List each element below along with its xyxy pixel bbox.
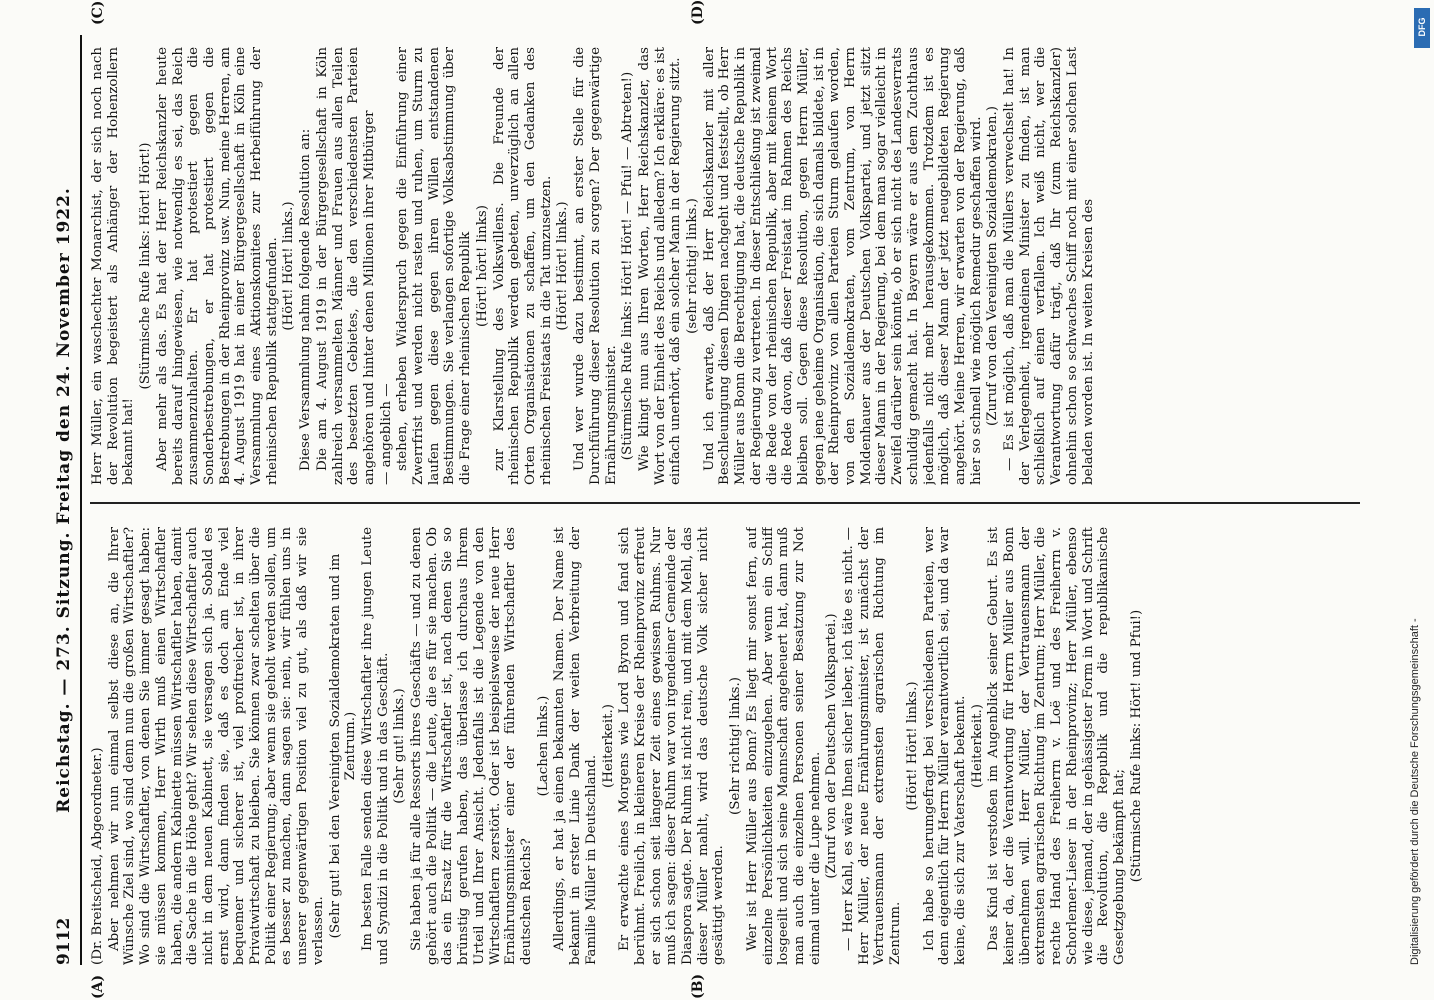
right-column bbox=[90, 47, 1370, 485]
right-column-paragraph: — angeblich — bbox=[378, 383, 394, 485]
right-column-paragraph: Herr Müller, ein waschechter Monarchist, der sich noch nach der Revolution begeistert als Anhänger der Hohenzollern bekannt hat! bbox=[90, 47, 137, 485]
right-column-paragraph: (sehr richtig! links.) bbox=[685, 198, 701, 334]
right-column-paragraph: (Hört! Hört! links.) bbox=[555, 201, 571, 331]
right-column-paragraph: Diese Versammlung nahm folgende Resolution an: bbox=[298, 128, 314, 471]
newspaper-page bbox=[50, 0, 1380, 999]
column-divider bbox=[90, 502, 1360, 504]
right-column-paragraph: Und ich erwarte, daß der Herr Reichskanzler mit aller Beschleunigung diesen Dingen nachgeht und feststellt, ob Herr Müller aus Bonn die Berechtigung hat, die deutsche Republik in der Regierung zu vertreten. In dieser Entschließung ist zweimal die Rede von der rheinischen Republik, aber mit keinem Wort die Rede davon, daß dieser Freistaat im Rahmen des Reichs bleiben soll. Gegen diese Resolution, gegen Herrn Müller, gegen jene geheime Organisation, die sich damals bildete, ist in der Rheinprovinz von allen Parteien Sturm gelaufen worden, von den Sozialdemokraten, vom Zentrum, von Herrn Moldenhauer aus der Deutschen Volkspartei, und jetzt sitzt dieser Mann in der Regierung, bei dem man sogar vielleicht in Zweifel darüber sein könnte, ob er sich nicht des Landesverrats schuldig gemacht hat. In Bayern wäre er aus dem Zuchthaus jedenfalls nicht mehr herausgekommen. Trotzdem ist es möglich, daß dieser Mann der jetzt neugebildeten Regierung angehört. Meine Herren, wir erwarten von der Regierung, daß hier so schnell wie möglich Remedur geschaffen wird. bbox=[701, 47, 984, 485]
left-column bbox=[90, 527, 1370, 965]
right-column-paragraph: zur Klarstellung des Volkswillens. Die Freunde der rheinischen Republik werden gebeten, unverzüglich an allen Orten Organisationen zu schaffen, um den Gedanken des rheinischen Freistaats in die Tat umzusetzen. bbox=[491, 47, 554, 485]
left-column-paragraph: Aber nehmen wir nun einmal selbst diese an, die Ihrer Wünsche Ziel sind, wo sind denn nun die großen Wirtschaftler? Wo sind die Wirtschaftler, von denen Sie immer gesagt haben: sie müssen kommen, Herr Wirth muß einen Wirtschaftler haben, die andern Kabinette müssen Wirtschaftler haben, damit die Sache in die Höhe geht? Wir sehen diese Wirtschaftler auch nicht in dem neuen Kabinett, sie versagen sich ja. Sobald es ernst wird, dann finden sie, daß es doch am Ende viel bequemer und sicherer ist, viel profitreicher ist, in ihrer Privatwirtschaft zu bleiben. Sie können zwar schelten über die Politik einer Regierung; aber wenn sie geholt werden sollen, um es besser zu machen, dann sagen sie: nein, wir fühlen uns in unserer gegenwärtigen Position viel zu gut, als daß wir sie verlassen. bbox=[106, 527, 326, 965]
right-column-paragraph: (Stürmische Rufe links: Hört! Hört! — Pfui! — Abtreten!) bbox=[620, 71, 636, 461]
page-number: 9112 bbox=[54, 917, 74, 965]
left-column-paragraph: (Sehr richtig! links.) bbox=[728, 677, 744, 815]
right-column-paragraph: stehen, erheben Widerspruch gegen die Einführung einer Zwerrfrist und werden nicht rasten und ruhen, um Sturm zu laufen gegen diese gegen ihren Willen entstandenen Bestimmungen. Sie verlangen sofortige Volksabstimmung über die Frage einer rheinischen Republik bbox=[395, 47, 474, 485]
margin-marker-a: (A) bbox=[90, 974, 106, 999]
right-column-paragraph: — Es ist möglich, daß man die Müllers verwechselt hat! In der Verlegenheit, irgendeinen Minister zu finden, ist man schließlich auf einen verfallen. Ich weiß nicht, wer die Verantwortung dafür trägt, daß Ihr (zum Reichskanzler) ohnehin schon so schwaches Schiff noch mit einer solchen Last beladen worden ist. In weiten Kreisen des bbox=[1002, 47, 1096, 485]
left-column-paragraph: (Heiterkeit.) bbox=[600, 704, 616, 788]
right-column-paragraph: (Stürmische Rufe links: Hört! Hört!) bbox=[138, 142, 154, 390]
page-title: Reichstag. — 273. Sitzung. Freitag den 24. November 1922. bbox=[54, 187, 74, 813]
digitization-credit-text: Digitalisierung gefördert durch die Deutsche Forschungsgemeinschaft - bbox=[1409, 618, 1421, 965]
left-column-paragraph: (Lachen links.) bbox=[535, 695, 551, 797]
right-column-paragraph: Wie klingt nun aus Ihren Worten, Herr Reichskanzler, das Wort von der Einheit des Reichs und alledem? Ich erkläre: es ist einfach unerhört, daß ein solcher Mann in der Regierung sitzt. bbox=[636, 47, 684, 485]
margin-marker-b: (B) bbox=[690, 973, 706, 999]
right-column-paragraph: Die am 4. August 1919 in der Bürgergesellschaft in Köln zahlreich versammelten Männer und Frauen aus allen Teilen des besetzten Gebietes, die den verschiedensten Parteien angehören und hinter denen Millionen ihrer Mitbürger bbox=[314, 47, 377, 485]
page-header bbox=[50, 35, 82, 965]
right-column-paragraph: Aber mehr als das. Es hat der Herr Reichskanzler heute bereits darauf hingewiesen, wie notwendig es sei, das Reich zusammenzuhalten. Er hat protestiert gegen die Sonderbestrebungen, er hat protestiert gegen die Bestrebungen in der Rheinprovinz usw. Nun, meine Herren, am 4. August 1919 hat in einer Bürgergesellschaft in Köln eine Versammlung eines Aktionskomitees zur Herbeiführung der rheinischen Republik stattgefunden. bbox=[154, 47, 280, 485]
left-column-paragraph: (Hört! Hört! links.) bbox=[904, 681, 920, 811]
right-column-paragraph: (Zuruf von den Vereinigten Sozialdemokraten.) bbox=[985, 106, 1001, 426]
left-column-paragraph: (Heiterkeit.) bbox=[969, 704, 985, 788]
right-column-paragraph: Und wer wurde dazu bestimmt, an erster Stelle für die Durchführung dieser Resolution zu sorgen? Der gegenwärtige Ernährungsminister. bbox=[572, 47, 619, 485]
left-column-paragraph: (Stürmische Rufe links: Hört! und Pfui!) bbox=[1128, 609, 1144, 883]
digitization-credit bbox=[1404, 5, 1428, 995]
left-column-paragraph: Das Kind ist verstoßen im Augenblick seiner Geburt. Es ist keiner da, der die Verantwortung für Herrn Müller aus Bonn übernehmen will. Herr Müller, der Vertrauensmann der extremsten agrarischen Richtung im Zentrum; Herr Müller, die rechte Hand des Freiherrn v. Loë und des Freiherrn v. Schorlemer-Lieser in der Rheinprovinz; Herr Müller, ebenso wie diese, jemand, der in gehässigster Form in Wort und Schrift die Revolution, die Republik und die republikanische Gesetzgebung bekämpft hat; bbox=[986, 527, 1127, 965]
margin-marker-c: (C) bbox=[90, 0, 106, 25]
left-column-paragraph: (Sehr gut! bei den Vereinigten Sozialdemokraten und im Zentrum.) bbox=[327, 553, 359, 939]
left-column-paragraph: Im besten Falle senden diese Wirtschaftler ihre jungen Leute und Syndizi in die Politik und in das Geschäft. bbox=[359, 527, 391, 965]
left-column-paragraph: — Herr Kahl, es wäre Ihnen sicher lieber, ich täte es nicht. — Herr Müller, der neue Ernährungsminister, ist zunächst der Vertrauensmann der extremsten agrarischen Richtung im Zentrum. bbox=[841, 527, 904, 965]
left-column-paragraph: Sie haben ja für alle Ressorts ihres Geschäfts — und zu denen gehört auch die Politik — die Leute, die es für sie machen. Ob das ein Ersatz für die Wirtschaftler ist, nach denen Sie so brünstig gerufen haben, das überlasse ich durchaus Ihrem Urteil und Ihrer Ansicht. Jedenfalls ist die Legende von den Wirtschaftlern zerstört. Oder ist beispielsweise der neue Herr Ernährungsminister einer der führenden Wirtschaftler des deutschen Reichs? bbox=[409, 527, 534, 965]
right-column-paragraph: (Hört! hört! links) bbox=[474, 205, 490, 327]
right-column-paragraph: (Hört! Hört! links.) bbox=[281, 201, 297, 331]
left-column-paragraph: Ich habe so herumgefragt bei verschiedenen Parteien, wer denn eigentlich für Herrn Müller verantwortlich sei, und da war keine, die sich zur Vaterschaft bekennt. bbox=[921, 527, 968, 965]
left-column-paragraph: Er erwachte eines Morgens wie Lord Byron und fand sich berühmt. Freilich, in kleineren Kreise der Rheinprovinz erfreut er sich schon seit längerer Zeit eines gewissen Ruhms. Nur muß ich sagen: dieser Ruhm war von irgendeiner Gemeinde der Diaspora sagte. Der Ruhm ist nicht rein, und mit dem Mehl, das dieser Müller mahlt, wird das deutsche Volk sicher nicht gesättigt werden. bbox=[617, 527, 727, 965]
left-column-paragraph: (Dr. Breitscheid, Abgeordneter.) bbox=[90, 747, 105, 965]
left-column-paragraph: Allerdings, er hat ja einen bekannten Namen. Der Name ist bekannt in erster Linie Dank der weiten Verbreitung der Familie Müller in Deutschland. bbox=[552, 527, 599, 965]
left-column-paragraph: (Zuruf von der Deutschen Volkspartei.) bbox=[824, 613, 840, 879]
left-column-paragraph: Wer ist Herr Müller aus Bonn? Es liegt mir sonst fern, auf einzelne Persönlichkeiten einzugehen. Aber wenn ein Schiff losgeeilt und sich seine Mannschaft angeheuert hat, dann muß man auch die einzelnen Personen seiner Besatzung zur Not einmal unter die Lupe nehmen. bbox=[744, 527, 823, 965]
dfg-logo-text: DFG bbox=[1417, 17, 1427, 37]
left-column-paragraph: (Sehr gut! links.) bbox=[392, 688, 408, 804]
dfg-logo bbox=[1414, 8, 1430, 48]
margin-marker-d: (D) bbox=[690, 0, 706, 25]
